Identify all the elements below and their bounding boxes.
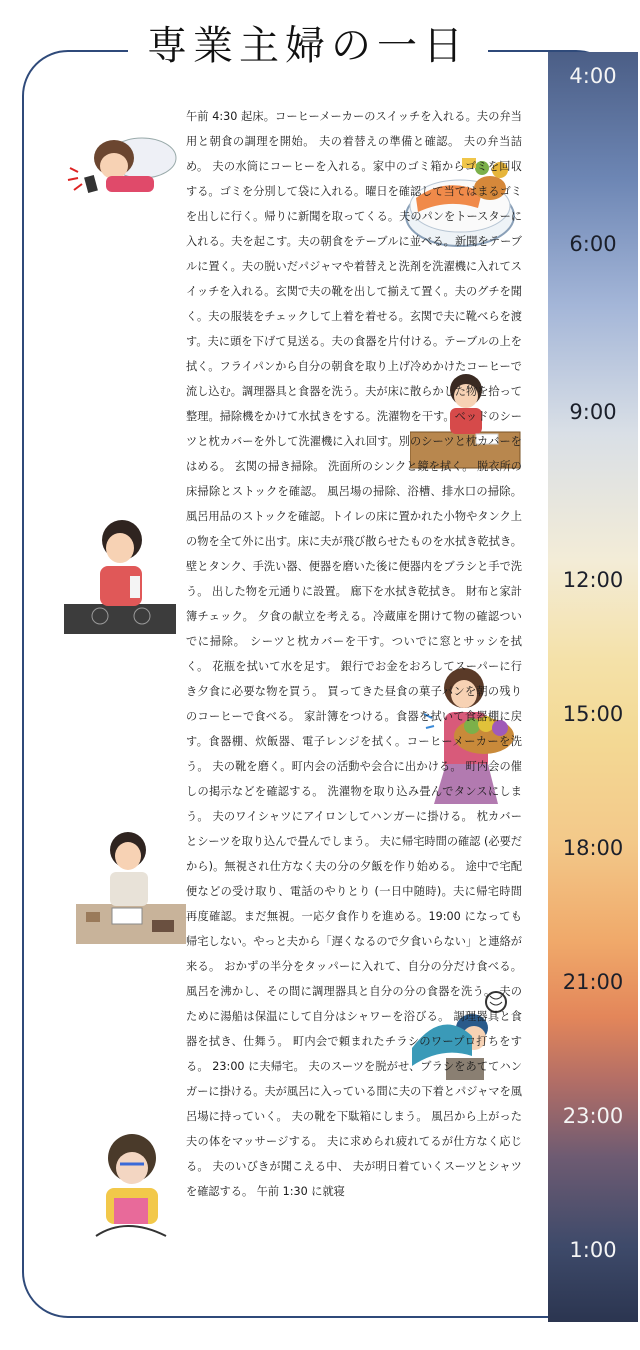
- page-title: 専業主婦の一日: [147, 23, 469, 69]
- time-label: 9:00: [569, 400, 617, 424]
- daily-routine-text: 午前 4:30 起床。コーヒーメーカーのスイッチを入れる。夫の弁当用と朝食の調理を開始。 夫の着替えの準備と確認。 夫の弁当詰め。 夫の水筒にコーヒーを入れる。家中のゴミ箱からゴミを回収する。ゴミを分別して袋に入れる。曜日を確認して当てはまるゴミを出しに行く。帰りに新聞を取ってくる。夫のパンをトースターに入れる。夫を起こす。夫の朝食をテーブルに並べる。新聞をテーブルに置く。夫の脱いだパジャマや着替えと洗剤を洗濯機に入れてスイッチを入れる。玄関で夫の靴を出して揃えて置く。夫のグチを聞く。夫の服装をチェックして上着を着せる。玄関で夫に靴べらを渡す。夫に頭を下げて見送る。夫の食器を片付ける。テーブルの上を拭く。フライパンから自分の朝食を取り上げ冷めかけたコーヒーで流し込む。調理器具と食器を洗う。夫が床に散らかした物を拾って整理。掃除機をかけて水拭きをする。洗濯物を干す。ベッドのシーツと枕カバーを外して洗濯機に入れ回す。別のシーツと枕カバーをはめる。 玄関の掃き掃除。 洗面所のシンクと鏡を拭く。 脱衣所の床掃除とストックを確認。 風呂場の掃除、浴槽、排水口の掃除。風呂用品のストックを確認。トイレの床に置かれた小物やタンク上の物を全て外に出す。床に夫が飛び散らせたものを水拭き乾拭き。壁とタンク、手洗い器、便器を磨いた後に便器内をブラシと手で洗う。 出した物を元通りに設置。 廊下を水拭き乾拭き。 財布と家計簿チェック。 夕食の献立を考える。冷蔵庫を開けて物の確認ついでに掃除。 シーツと枕カバーを干す。ついでに窓とサッシを拭く。 花瓶を拭いて水を足す。 銀行でお金をおろしてスーパーに行き夕食に必要な物を買う。 買ってきた昼食の菓子パンを朝の残りのコーヒーで食べる。 家計簿をつける。食器を拭いて食器棚に戻す。食器棚、炊飯器、電子レンジを拭く。コーヒーメーカーを洗う。 夫の靴を磨く。町内会の活動や会合に出かける。 町内会の催しの掲示などを確認する。 洗濯物を取り込み畳んでタンスにしまう。 夫のワイシャツにアイロンしてハンガーに掛ける。 枕カバーとシーツを取り込んで畳んでしまう。 夫に帰宅時間の確認 (必要だから)。無視され仕方なく夫の分の夕飯を作り始める。 途中で宅配便などの受け取り、電話のやりとり (一日中随時)。夫に帰宅時間再度確認。まだ無視。一応夕食作りを進める。19:00 になっても帰宅しない。やっと夫から「遅くなるので夕食いらない」と連絡が来る。 おかずの半分をタッパーに入れて、自分の分だけ食べる。 風呂を沸かし、その間に調理器具と自分の分の食器を洗う。 夫のために湯船は保温にして自分はシャワーを浴びる。 調理器具と食器を拭き、仕舞う。 町内会で頼まれたチラシのワープロ打ちをする。 23:00 に夫帰宅。 夫のスーツを脱がせ、ブラシをあててハンガーに掛ける。夫が風呂に入っている間に夫の下着とパジャマを風呂場に持っていく。 夫の靴を下駄箱にしまう。 風呂から上がった夫の体をマッサージする。 夫に求められ疲れてるが仕方なく応じる。 夫のいびきが聞こえる中、 夫が明日着ていくスーツとシャツを確認する。 午前 1:30 に就寝: [186, 110, 522, 1198]
- time-label: 12:00: [562, 568, 624, 592]
- title-area: [128, 14, 488, 78]
- time-label: 21:00: [562, 970, 624, 994]
- household-accounts-icon: [76, 828, 186, 948]
- sleeping-woman-phone-icon: [62, 118, 180, 198]
- time-label: 4:00: [569, 64, 617, 88]
- time-label: 6:00: [569, 232, 617, 256]
- time-label: 15:00: [562, 702, 624, 726]
- time-label: 18:00: [562, 836, 624, 860]
- cleaning-stove-icon: [64, 512, 180, 638]
- exhausted-woman-icon: [76, 1128, 186, 1242]
- time-label: 23:00: [562, 1104, 624, 1128]
- time-label: 1:00: [569, 1238, 617, 1262]
